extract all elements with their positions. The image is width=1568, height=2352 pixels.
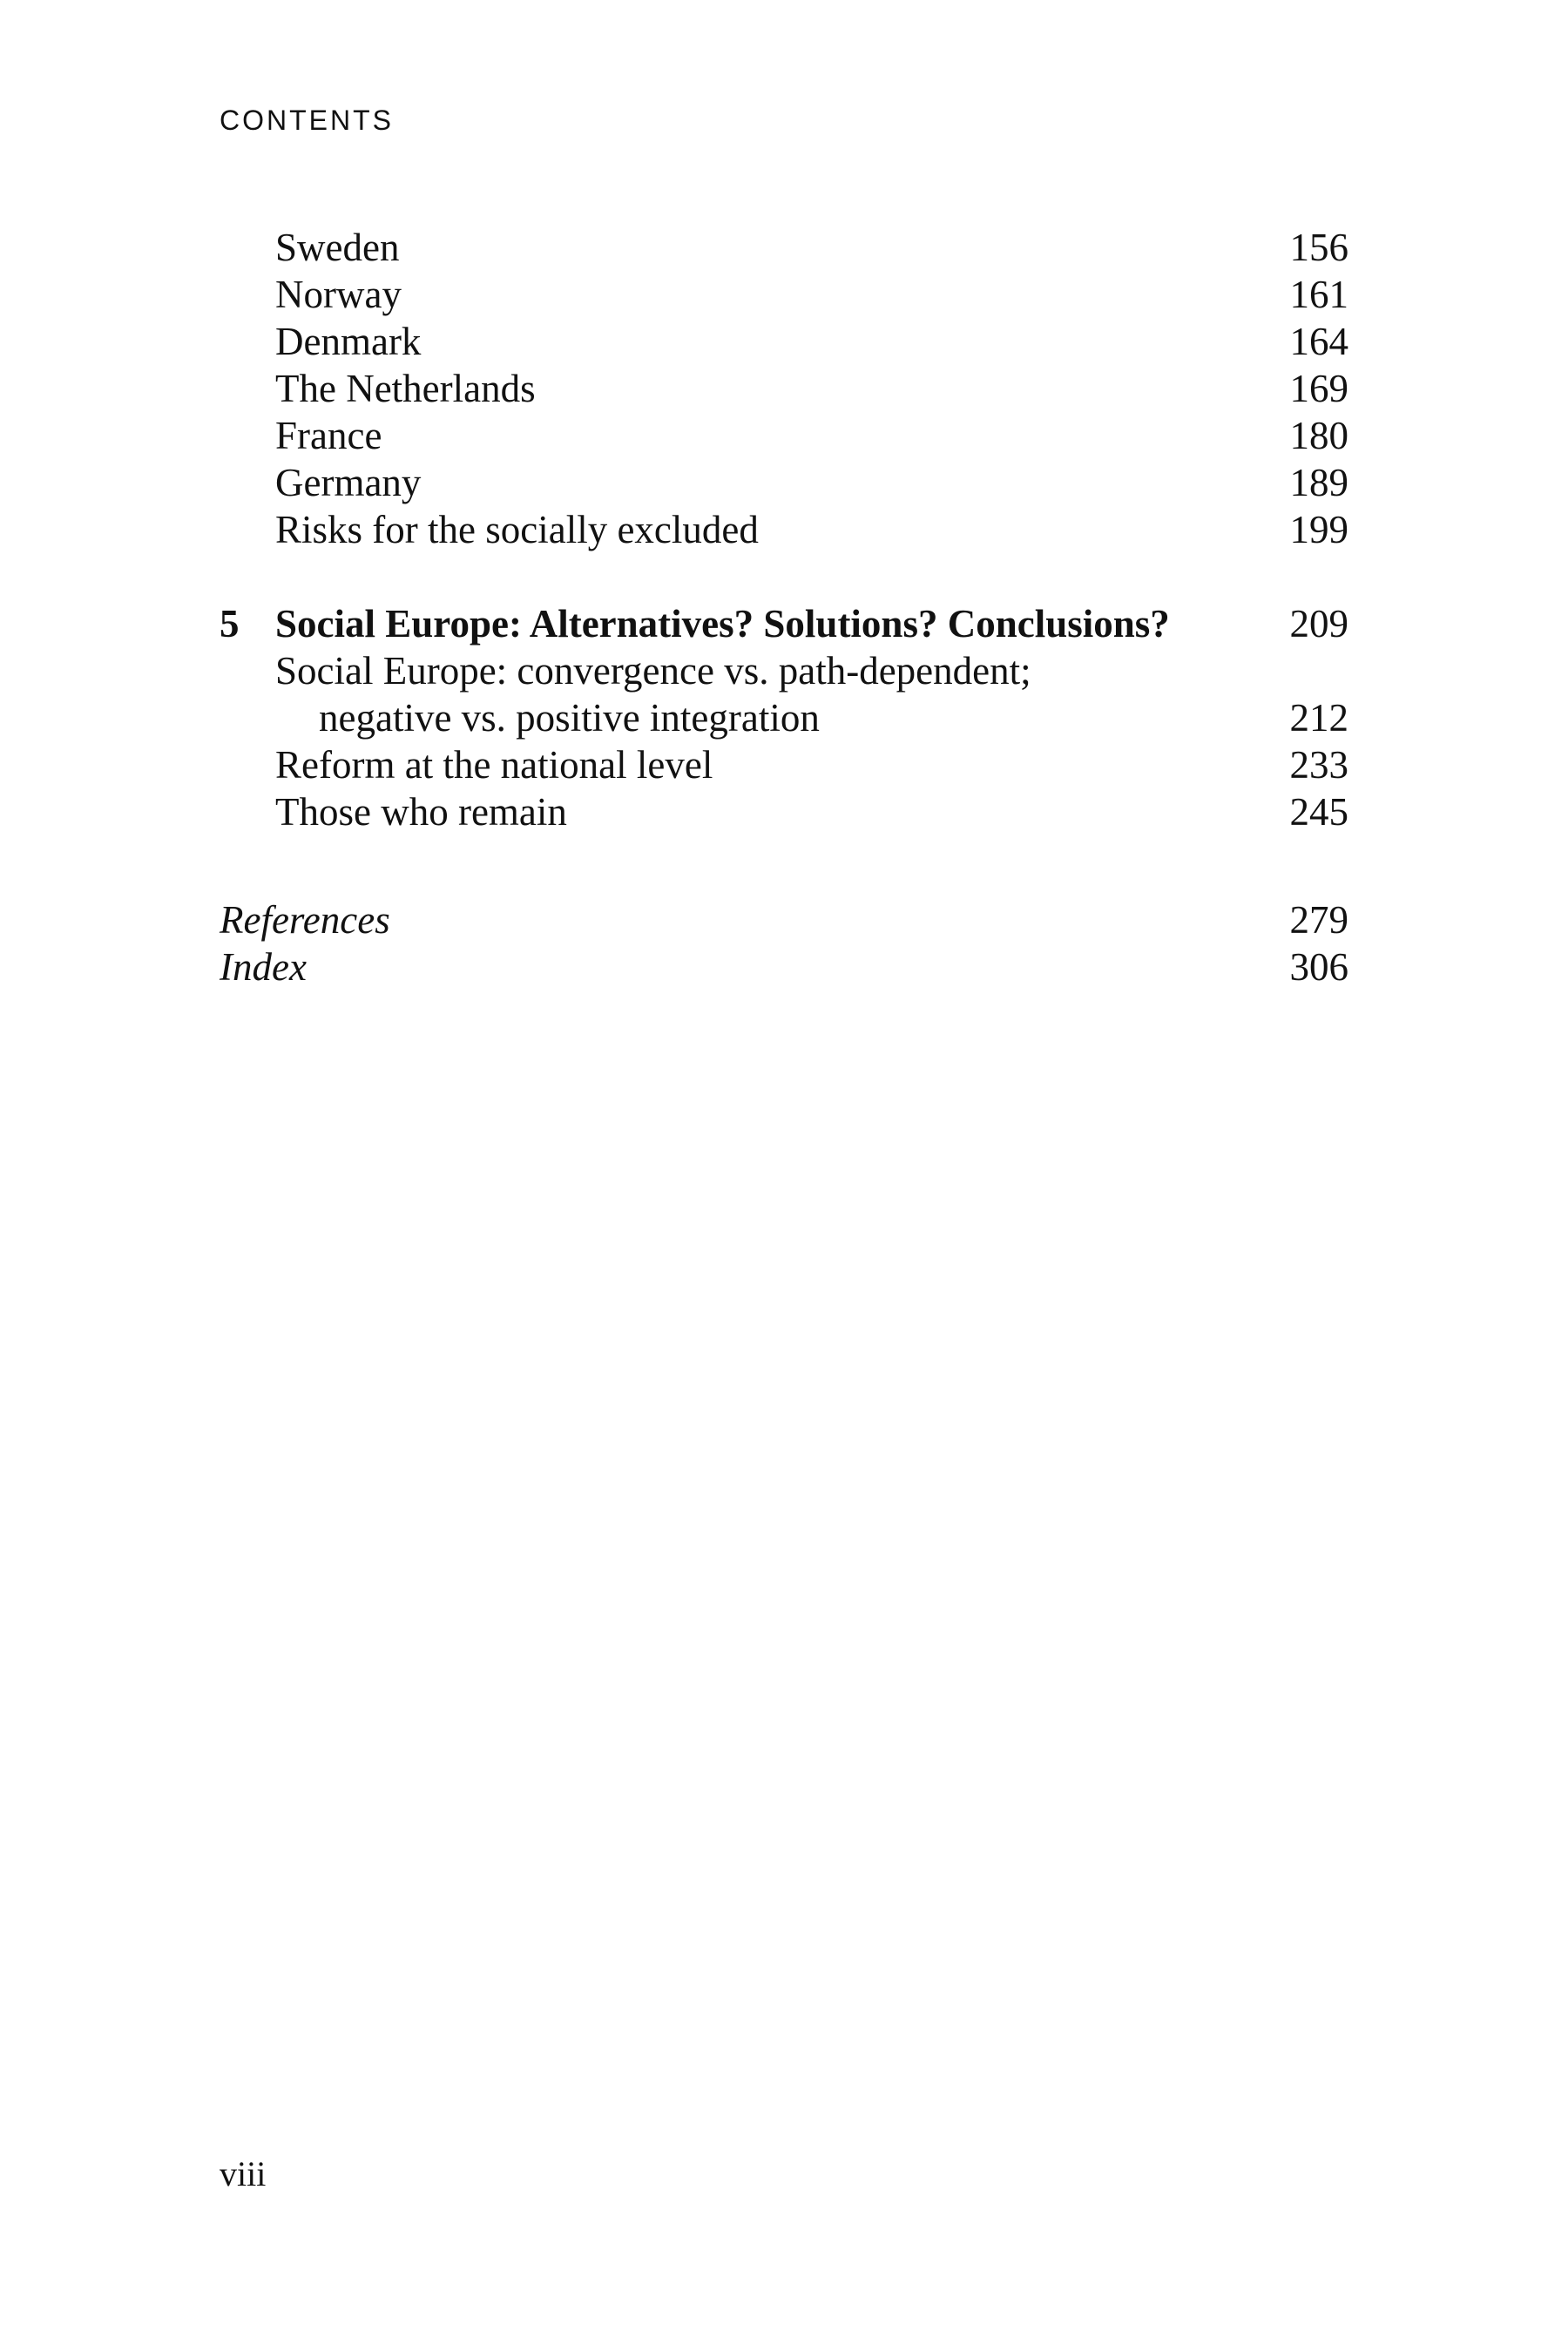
toc-entry-page: 306 (1289, 945, 1348, 989)
chapter-number: 5 (220, 602, 240, 645)
toc-entry-page: 180 (1289, 414, 1348, 457)
page-number: viii (220, 2154, 267, 2193)
toc-entry-title: The Netherlands (275, 367, 536, 410)
toc-entry-page: 212 (1289, 696, 1348, 740)
toc-entry-title: Risks for the socially excluded (275, 508, 759, 551)
toc-entry-sweden (0, 223, 1568, 272)
toc-entry-title: Social Europe: convergence vs. path-dependent; (275, 649, 1031, 693)
chapter-page: 209 (1289, 602, 1348, 645)
toc-entry-page: 169 (1289, 367, 1348, 410)
toc-entry-page: 233 (1289, 743, 1348, 787)
toc-entry-netherlands (0, 364, 1568, 413)
toc-entry-reform (0, 740, 1568, 789)
toc-entry-title: References (220, 898, 390, 942)
toc-entry-social-europe-continuation (0, 693, 1568, 742)
toc-entry-title: Index (220, 945, 307, 989)
toc-entry-socially-excluded (0, 505, 1568, 554)
toc-entry-denmark (0, 317, 1568, 366)
toc-entry-title: Norway (275, 273, 402, 316)
toc-entry-france (0, 411, 1568, 460)
toc-entry-title: France (275, 414, 382, 457)
toc-index (0, 943, 1568, 991)
toc-entry-page: 161 (1289, 273, 1348, 316)
toc-entry-title: Denmark (275, 320, 422, 363)
toc-entry-norway (0, 270, 1568, 319)
toc-entry-page: 199 (1289, 508, 1348, 551)
toc-entry-germany (0, 458, 1568, 507)
toc-entry-title-continuation: negative vs. positive integration (319, 696, 820, 740)
toc-entry-title: Sweden (275, 226, 400, 269)
toc-entry-title: Reform at the national level (275, 743, 713, 787)
toc-entry-title: Those who remain (275, 790, 567, 834)
toc-entry-those-who-remain (0, 787, 1568, 836)
toc-entry-page: 156 (1289, 226, 1348, 269)
toc-references (0, 896, 1568, 944)
toc-entry-social-europe (0, 646, 1568, 695)
toc-entry-title: Germany (275, 461, 422, 504)
toc-chapter-5 (0, 599, 1568, 648)
toc-entry-page: 279 (1289, 898, 1348, 942)
toc-entry-page: 164 (1289, 320, 1348, 363)
running-head: CONTENTS (220, 105, 394, 136)
toc-entry-page: 245 (1289, 790, 1348, 834)
chapter-title: Social Europe: Alternatives? Solutions? Conclusions? (275, 602, 1170, 645)
toc-entry-page: 189 (1289, 461, 1348, 504)
